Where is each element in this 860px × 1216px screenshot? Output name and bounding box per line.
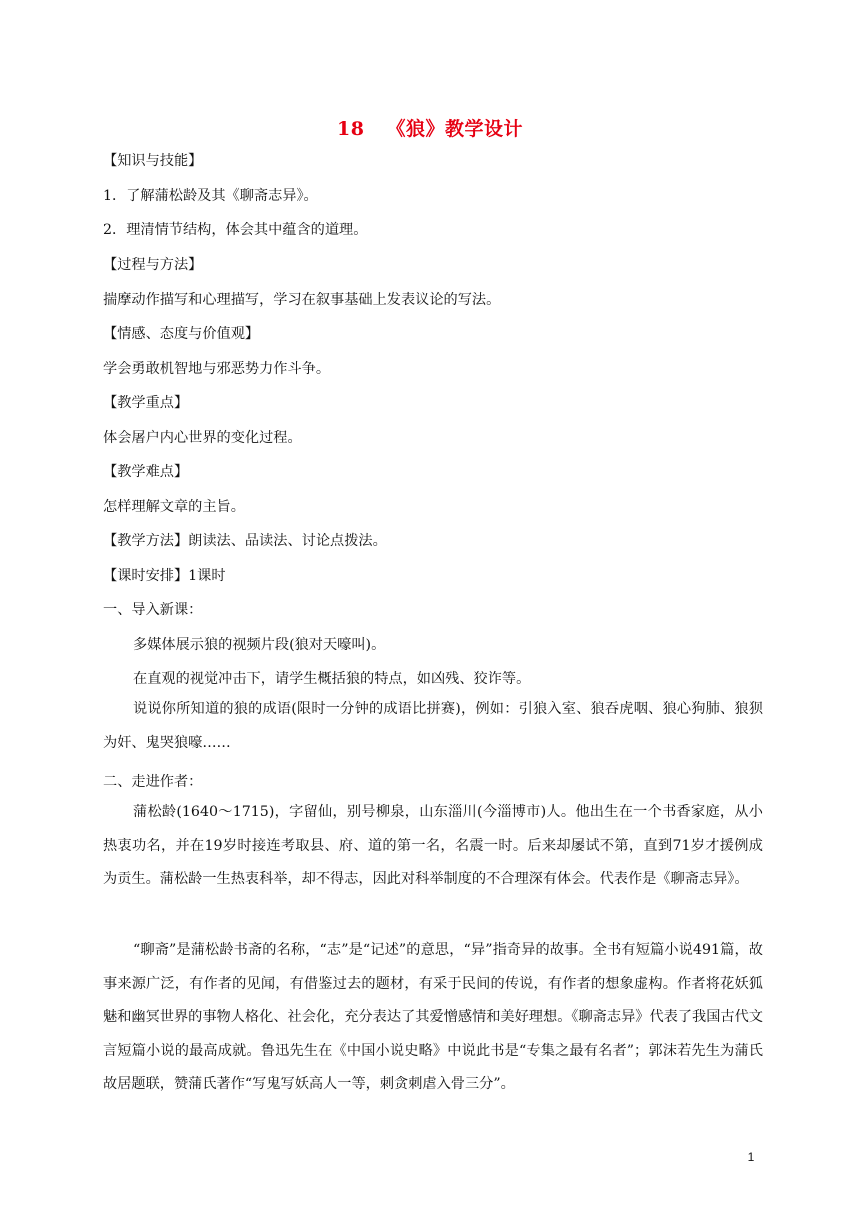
page-number: 1 xyxy=(747,1150,755,1164)
heading-knowledge-skills: 【知识与技能】 xyxy=(103,153,203,169)
heading-emotion-values: 【情感、态度与价值观】 xyxy=(103,326,260,342)
intro-step-2: 在直观的视觉冲击下，请学生概括狼的特点，如凶残、狡诈等。 xyxy=(133,671,531,687)
class-hours: 【课时安排】1课时 xyxy=(103,568,226,584)
emotion-values-text: 学会勇敢机智地与邪恶势力作斗争。 xyxy=(103,361,331,377)
objective-1: 1．了解蒲松龄及其《聊斋志异》。 xyxy=(103,188,318,204)
author-paragraph: 蒲松龄(1640～1715)，字留仙，别号柳泉，山东淄川(今淄博市)人。他出生在一个书香家庭，从小热衷功名，并在19岁时接连考取县、府、道的第一名，名震一时。后来却屡试不第，直到71岁才援例成为贡生。蒲松龄一生热衷科举，却不得志，因此对科举制度的不合理深有体会。代表作是《聊斋志异》。 xyxy=(103,804,763,887)
book-paragraph: “聊斋”是蒲松龄书斋的名称，“志”是“记述”的意思，“异”指奇异的故事。全书有短篇小说491篇，故事来源广泛，有作者的见闻，有借鉴过去的题材，有采于民间的传说，有作者的想象虚构。作者将花妖狐魅和幽冥世界的事物人格化、社会化，充分表达了其爱憎感情和美好理想。《聊斋志异》代表了我国古代文言短篇小说的最高成就。鲁迅先生在《中国小说史略》中说此书是“专集之最有名者”；郭沫若先生为蒲氏故居题联，赞蒲氏著作“写鬼写妖高人一等，刺贪刺虐入骨三分”。 xyxy=(103,942,763,1092)
intro-step-1: 多媒体展示狼的视频片段(狼对天嚎叫)。 xyxy=(133,637,386,653)
key-point-text: 体会屠户内心世界的变化过程。 xyxy=(103,430,302,446)
objective-2: 2．理清情节结构，体会其中蕴含的道理。 xyxy=(103,222,368,238)
heading-key-point: 【教学重点】 xyxy=(103,395,189,411)
intro-step-3: 说说你所知道的狼的成语(限时一分钟的成语比拼赛)，例如：引狼入室、狼吞虎咽、狼心狗肺、狼狈为奸、鬼哭狼嚎…… xyxy=(103,701,763,751)
teaching-methods: 【教学方法】朗读法、品读法、讨论点拨法。 xyxy=(103,533,387,549)
lesson-title: 《狼》教学设计 xyxy=(386,118,523,140)
heading-difficulty: 【教学难点】 xyxy=(103,464,189,480)
difficulty-text: 怎样理解文章的主旨。 xyxy=(103,499,245,515)
section-1-heading: 一、导入新课： xyxy=(103,602,203,618)
heading-process-method: 【过程与方法】 xyxy=(103,257,203,273)
lesson-number: 18 xyxy=(337,118,365,140)
document-title xyxy=(0,114,860,141)
section-2-heading: 二、走进作者： xyxy=(103,774,203,790)
process-method-text: 揣摩动作描写和心理描写，学习在叙事基础上发表议论的写法。 xyxy=(103,292,501,308)
